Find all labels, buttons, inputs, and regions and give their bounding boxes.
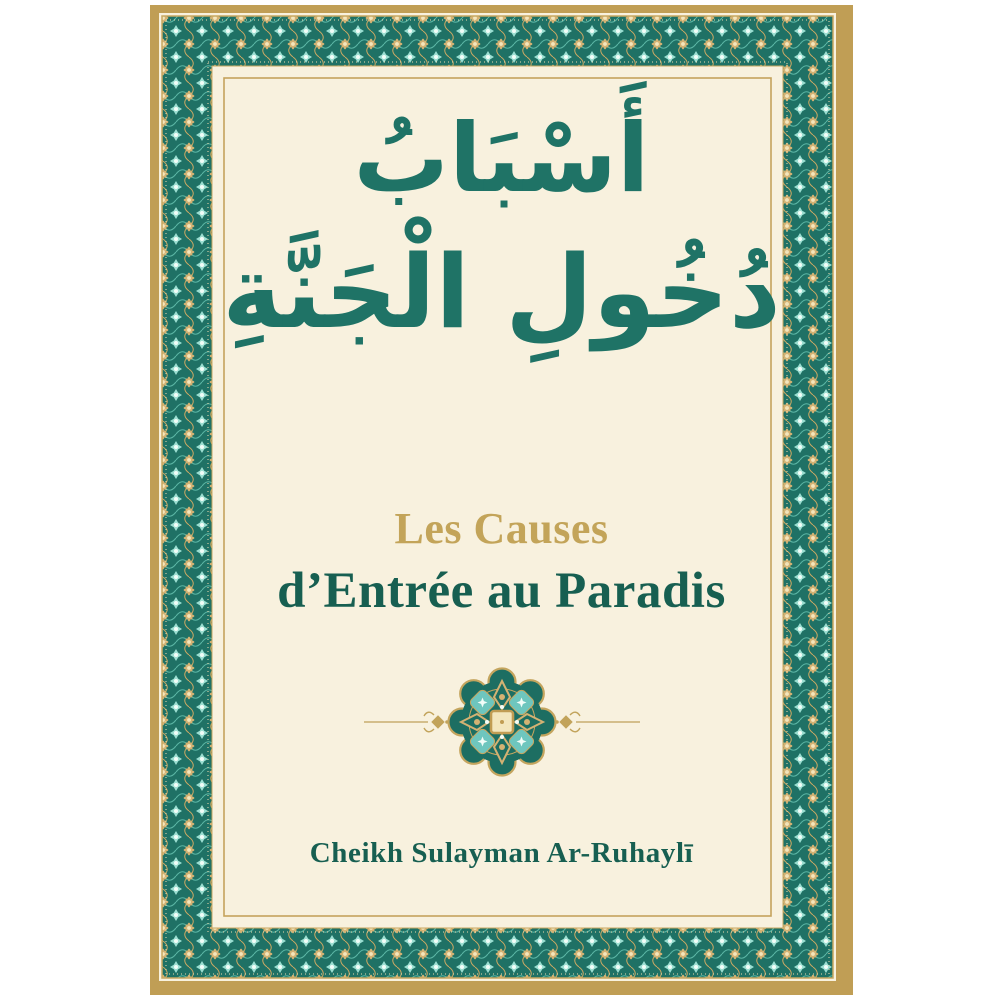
- arabic-title-line1: أَسْبَابُ: [353, 104, 650, 214]
- cover-content: [150, 5, 853, 995]
- arabic-title: [150, 91, 853, 365]
- author-name: Cheikh Sulayman Ar-Ruhaylī: [309, 837, 694, 869]
- rosette-ornament-icon: [362, 657, 642, 787]
- arabic-title-line2: دُخُولِ الْجَنَّةِ: [222, 232, 781, 351]
- rosette-divider: [150, 657, 853, 792]
- french-title: [150, 505, 853, 619]
- french-title-line2: d’Entrée au Paradis: [277, 563, 726, 620]
- book-cover: [150, 5, 853, 995]
- french-title-line1: Les Causes: [394, 504, 609, 553]
- rosette-medallion: [448, 669, 555, 776]
